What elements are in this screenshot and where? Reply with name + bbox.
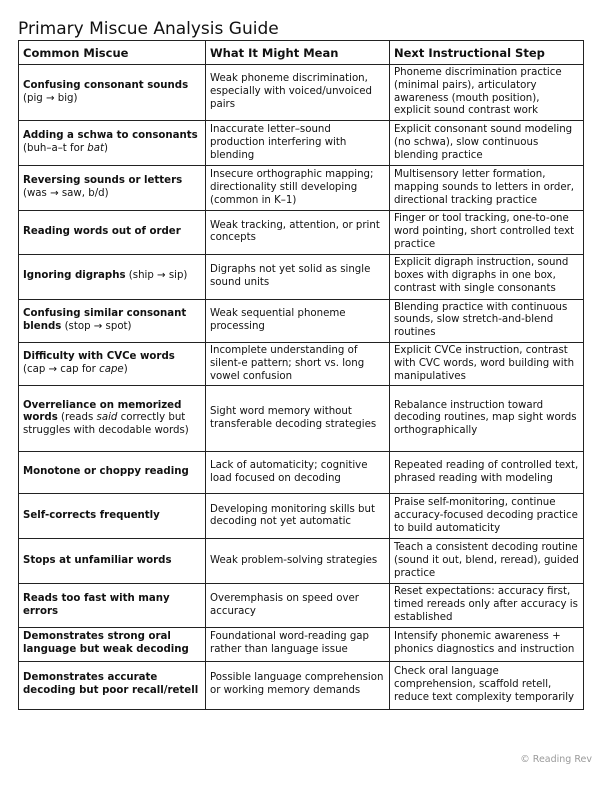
table-row <box>19 342 584 385</box>
cell-what-it-might-mean: Inaccurate letter–sound production interfering with blending <box>206 121 390 166</box>
miscue-title: Reversing sounds or letters <box>23 175 183 187</box>
table-row <box>19 494 584 539</box>
miscue-example: (buh–a–t for <box>23 143 88 155</box>
cell-common-miscue <box>19 166 206 211</box>
page-title: Primary Miscue Analysis Guide <box>18 19 279 39</box>
miscue-example: (ship → sip) <box>128 270 188 282</box>
cell-common-miscue <box>19 539 206 584</box>
cell-common-miscue <box>19 452 206 494</box>
miscue-title: Adding a schwa to consonants <box>23 130 198 142</box>
table-row <box>19 299 584 342</box>
miscue-example-italic: cape <box>99 364 124 376</box>
cell-what-it-might-mean: Incomplete understanding of silent-e pattern; short vs. long vowel confusion <box>206 342 390 385</box>
miscue-example-italic: bat <box>87 143 104 155</box>
miscue-example-italic: said <box>96 412 118 424</box>
miscue-title: Reading words out of order <box>23 225 181 237</box>
cell-next-instructional-step: Intensify phonemic awareness + phonics diagnostics and instruction <box>390 627 584 661</box>
cell-what-it-might-mean: Insecure orthographic mapping; directionality still developing (common in K–1) <box>206 166 390 211</box>
miscue-title: Monotone or choppy reading <box>23 466 189 478</box>
cell-common-miscue <box>19 65 206 121</box>
cell-common-miscue <box>19 494 206 539</box>
miscue-example: (pig → big) <box>23 92 78 104</box>
table-row <box>19 211 584 254</box>
cell-next-instructional-step: Explicit consonant sound modeling (no schwa), slow continuous blending practice <box>390 121 584 166</box>
miscue-table <box>18 40 584 710</box>
miscue-title: Stops at unfamiliar words <box>23 554 172 566</box>
cell-what-it-might-mean: Possible language comprehension or working memory demands <box>206 661 390 709</box>
cell-what-it-might-mean: Weak phoneme discrimination, especially with voiced/unvoiced pairs <box>206 65 390 121</box>
cell-common-miscue <box>19 661 206 709</box>
miscue-title: Difficulty with CVCe words <box>23 351 175 363</box>
miscue-example: (was → saw, b/d) <box>23 188 109 200</box>
cell-common-miscue <box>19 299 206 342</box>
table-row <box>19 121 584 166</box>
table-row <box>19 254 584 299</box>
miscue-title: Reads too fast with many errors <box>23 592 170 617</box>
copyright-footer: © Reading Rev <box>520 754 592 765</box>
cell-next-instructional-step: Teach a consistent decoding routine (sound it out, blend, reread), guided practice <box>390 539 584 584</box>
cell-next-instructional-step: Blending practice with continuous sounds, slow stretch-and-blend routines <box>390 299 584 342</box>
cell-next-instructional-step: Phoneme discrimination practice (minimal pairs), articulatory awareness (mouth position), explicit sound contrast work <box>390 65 584 121</box>
miscue-example: (stop → spot) <box>64 320 132 332</box>
miscue-example: (reads <box>61 412 97 424</box>
cell-what-it-might-mean: Lack of automaticity; cognitive load focused on decoding <box>206 452 390 494</box>
miscue-example-suffix: ) <box>123 364 128 376</box>
cell-what-it-might-mean: Overemphasis on speed over accuracy <box>206 584 390 627</box>
table-row <box>19 627 584 661</box>
miscue-example-suffix: ) <box>103 143 108 155</box>
cell-next-instructional-step: Praise self-monitoring, continue accuracy-focused decoding practice to build automaticity <box>390 494 584 539</box>
table-row <box>19 584 584 627</box>
miscue-example: (cap → cap for <box>23 364 100 376</box>
cell-common-miscue <box>19 121 206 166</box>
header-what-it-might-mean: What It Might Mean <box>206 41 390 65</box>
table-row <box>19 452 584 494</box>
cell-common-miscue <box>19 627 206 661</box>
miscue-title: Confusing similar consonant blends <box>23 307 187 332</box>
cell-what-it-might-mean: Weak problem-solving strategies <box>206 539 390 584</box>
table-row <box>19 386 584 452</box>
cell-common-miscue <box>19 254 206 299</box>
cell-next-instructional-step: Check oral language comprehension, scaffold retell, reduce text complexity temporarily <box>390 661 584 709</box>
table-row <box>19 65 584 121</box>
miscue-example-suffix: correctly but struggles with decodable words) <box>23 412 189 437</box>
cell-what-it-might-mean: Developing monitoring skills but decoding not yet automatic <box>206 494 390 539</box>
miscue-title: Confusing consonant sounds <box>23 79 189 91</box>
cell-common-miscue <box>19 342 206 385</box>
cell-next-instructional-step: Finger or tool tracking, one-to-one word pointing, short controlled text practice <box>390 211 584 254</box>
miscue-title: Ignoring digraphs <box>23 270 126 282</box>
cell-next-instructional-step: Explicit CVCe instruction, contrast with CVC words, word building with manipulatives <box>390 342 584 385</box>
table-row <box>19 661 584 709</box>
cell-next-instructional-step: Explicit digraph instruction, sound boxes with digraphs in one box, contrast with single consonants <box>390 254 584 299</box>
header-next-instructional-step: Next Instructional Step <box>390 41 584 65</box>
cell-what-it-might-mean: Weak tracking, attention, or print concepts <box>206 211 390 254</box>
cell-common-miscue <box>19 386 206 452</box>
cell-what-it-might-mean: Digraphs not yet solid as single sound units <box>206 254 390 299</box>
cell-what-it-might-mean: Weak sequential phoneme processing <box>206 299 390 342</box>
table-row <box>19 539 584 584</box>
cell-what-it-might-mean: Sight word memory without transferable decoding strategies <box>206 386 390 452</box>
table-row <box>19 166 584 211</box>
cell-next-instructional-step: Rebalance instruction toward decoding routines, map sight words orthographically <box>390 386 584 452</box>
cell-next-instructional-step: Multisensory letter formation, mapping sounds to letters in order, directional tracking practice <box>390 166 584 211</box>
miscue-title: Demonstrates strong oral language but weak decoding <box>23 631 189 656</box>
header-common-miscue: Common Miscue <box>19 41 206 65</box>
miscue-title: Overreliance on memorized words <box>23 399 182 424</box>
table-header-row <box>19 41 584 65</box>
cell-next-instructional-step: Repeated reading of controlled text, phrased reading with modeling <box>390 452 584 494</box>
miscue-title: Demonstrates accurate decoding but poor recall/retell <box>23 672 199 697</box>
cell-next-instructional-step: Reset expectations: accuracy first, timed rereads only after accuracy is established <box>390 584 584 627</box>
table-body <box>19 65 584 710</box>
cell-common-miscue <box>19 584 206 627</box>
cell-common-miscue <box>19 211 206 254</box>
miscue-title: Self-corrects frequently <box>23 509 160 521</box>
cell-what-it-might-mean: Foundational word-reading gap rather than language issue <box>206 627 390 661</box>
